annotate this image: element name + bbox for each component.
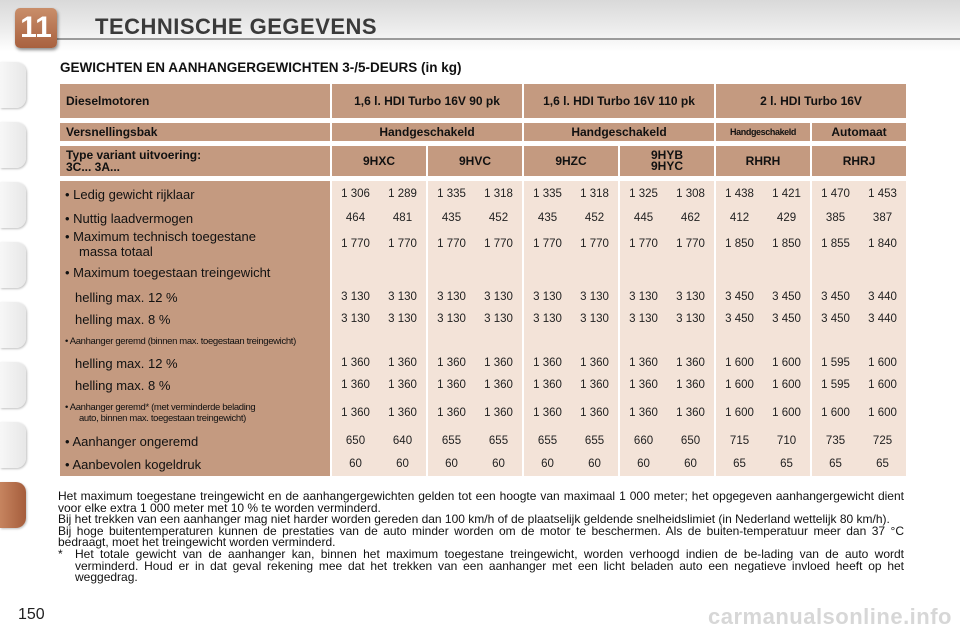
- engine-header-row: [60, 84, 960, 118]
- table-row: [60, 181, 960, 207]
- value-cell: [428, 181, 522, 207]
- value: 3 450: [772, 313, 801, 325]
- value: 3 440: [868, 313, 897, 325]
- row-label: [60, 259, 330, 286]
- value: 1 360: [437, 357, 466, 369]
- value: 1 360: [676, 379, 705, 391]
- value: 1 770: [341, 238, 370, 250]
- value-cell: [716, 430, 810, 452]
- side-tab-6[interactable]: [0, 362, 26, 408]
- row-label: [60, 330, 330, 352]
- value-cell: [332, 207, 426, 229]
- value: 435: [537, 212, 558, 224]
- value: 650: [680, 435, 701, 447]
- row-label-line: helling max. 12 %: [75, 289, 178, 305]
- value: 65: [876, 458, 889, 470]
- watermark: carmanualsonline.info: [708, 604, 952, 629]
- value: 3 130: [676, 291, 705, 303]
- row-label-line: helling max. 12 %: [75, 355, 178, 371]
- value: 3 450: [772, 291, 801, 303]
- value-cell: [332, 396, 426, 430]
- value-cell: [620, 207, 714, 229]
- value: 462: [680, 212, 701, 224]
- gearbox-label: Versnellingsbak: [60, 123, 330, 141]
- value: 1 600: [772, 379, 801, 391]
- gearbox-header-row: [60, 123, 960, 141]
- value: 1 360: [676, 407, 705, 419]
- value-cell: [620, 181, 714, 207]
- row-label: [60, 396, 330, 430]
- value: 1 421: [772, 188, 801, 200]
- value: 60: [349, 458, 362, 470]
- footnote-speed: Bij het trekken van een aanhanger mag niet harder worden gereden dan 100 km/h of de plaatselijk geldende snelheidslimiet (in Nederland wettelijk 80 km/h).: [58, 512, 890, 527]
- value-cell: [620, 330, 714, 352]
- value: 1 600: [868, 407, 897, 419]
- value: 655: [584, 435, 605, 447]
- value: 1 360: [629, 357, 658, 369]
- row-label-line: • Maximum toegestaan treingewicht: [65, 265, 271, 280]
- gearbox-2l-auto: Automaat: [812, 123, 906, 141]
- value-cell: [428, 308, 522, 330]
- value: 60: [445, 458, 458, 470]
- value: 1 360: [484, 379, 513, 391]
- value-cell: [524, 352, 618, 374]
- value: 3 450: [821, 313, 850, 325]
- value: 1 360: [676, 357, 705, 369]
- value: 452: [488, 212, 509, 224]
- value: 1 360: [533, 379, 562, 391]
- value-cell: [332, 181, 426, 207]
- section-title: GEWICHTEN EN AANHANGERGEWICHTEN 3-/5-DEURS (in kg): [60, 60, 462, 75]
- page-number: 150: [18, 606, 45, 623]
- row-label: [60, 229, 330, 259]
- value-cell: [332, 374, 426, 396]
- side-tab-chapter-11[interactable]: [0, 482, 26, 528]
- value-cell: [524, 396, 618, 430]
- value: 3 440: [868, 291, 897, 303]
- value: 1 770: [676, 238, 705, 250]
- type-9hyb: 9HYB: [651, 148, 684, 162]
- value: 60: [588, 458, 601, 470]
- value: 1 770: [484, 238, 513, 250]
- value: 1 360: [533, 357, 562, 369]
- table-row: [60, 207, 960, 229]
- value-cell: [812, 308, 906, 330]
- table-row: [60, 308, 960, 330]
- table-row: [60, 229, 960, 259]
- row-label: [60, 308, 330, 330]
- value: 3 130: [388, 313, 417, 325]
- value-cell: [620, 352, 714, 374]
- value-cell: [428, 229, 522, 259]
- row-label-line: • Maximum technisch toegestane: [65, 229, 256, 244]
- type-9hxc: 9HXC: [332, 146, 426, 176]
- value: 3 130: [484, 291, 513, 303]
- value-cell: [812, 229, 906, 259]
- value: 1 318: [484, 188, 513, 200]
- value: 3 130: [388, 291, 417, 303]
- value: 1 360: [341, 357, 370, 369]
- gearbox-110pk: Handgeschakeld: [524, 123, 714, 141]
- value-cell: [812, 259, 906, 286]
- value-cell: [812, 286, 906, 308]
- value-cell: [716, 229, 810, 259]
- value: 3 130: [629, 313, 658, 325]
- row-label-line: • Nuttig laadvermogen: [65, 210, 194, 226]
- type-label-line1: Type variant uitvoering:: [66, 148, 202, 162]
- value-cell: [332, 452, 426, 476]
- value-cell: [620, 259, 714, 286]
- value-cell: [428, 207, 522, 229]
- table-row: [60, 330, 960, 352]
- row-label-line: • Aanhanger ongeremd: [65, 433, 199, 449]
- value-cell: [524, 330, 618, 352]
- value: 3 130: [629, 291, 658, 303]
- side-tab-4[interactable]: [0, 242, 26, 288]
- value-cell: [524, 286, 618, 308]
- value-cell: [812, 396, 906, 430]
- value: 1 360: [629, 407, 658, 419]
- value: 1 600: [868, 357, 897, 369]
- footnote-altitude: Het maximum toegestane treingewicht en de aanhangergewichten gelden tot een hoogte van maximaal 1 000 meter; het opgegeven aanhangergewicht dient voor elke extra 1 000 meter met 10 % te worden verminderd.: [58, 489, 904, 515]
- value: 1 318: [580, 188, 609, 200]
- type-9hyb-9hyc: [620, 146, 714, 176]
- side-tab-3[interactable]: [0, 182, 26, 228]
- value: 1 360: [580, 379, 609, 391]
- value: 650: [345, 435, 366, 447]
- asterisk-mark: *: [58, 546, 63, 561]
- value-cell: [812, 330, 906, 352]
- value: 715: [729, 435, 750, 447]
- row-label-line: • Aanhanger geremd* (met verminderde belading: [65, 402, 256, 413]
- type-9hvc: 9HVC: [428, 146, 522, 176]
- value: 1 360: [388, 357, 417, 369]
- value: 1 360: [388, 379, 417, 391]
- value: 1 360: [388, 407, 417, 419]
- value: 387: [872, 212, 893, 224]
- value: 655: [488, 435, 509, 447]
- value-cell: [812, 181, 906, 207]
- value: 710: [776, 435, 797, 447]
- value: 725: [872, 435, 893, 447]
- value-cell: [620, 452, 714, 476]
- value: 655: [537, 435, 558, 447]
- value: 1 600: [725, 407, 754, 419]
- value: 1 360: [580, 407, 609, 419]
- value-cell: [332, 229, 426, 259]
- value: 65: [733, 458, 746, 470]
- value-cell: [428, 352, 522, 374]
- value: 1 600: [772, 407, 801, 419]
- value: 1 850: [772, 238, 801, 250]
- value-cell: [332, 259, 426, 286]
- value: 3 130: [341, 313, 370, 325]
- row-label-line: massa totaal: [79, 244, 153, 259]
- engine-2l: 2 l. HDI Turbo 16V: [716, 84, 906, 118]
- value: 412: [729, 212, 750, 224]
- value-cell: [716, 259, 810, 286]
- type-rhrj: RHRJ: [812, 146, 906, 176]
- value: 60: [396, 458, 409, 470]
- row-label: [60, 352, 330, 374]
- value-cell: [716, 452, 810, 476]
- page-title: TECHNISCHE GEGEVENS: [95, 14, 378, 39]
- row-label-line: auto, binnen max. toegestaan treingewicht): [79, 413, 246, 424]
- value: 1 360: [437, 407, 466, 419]
- type-label: [60, 146, 330, 176]
- value: 735: [825, 435, 846, 447]
- value: 1 600: [725, 379, 754, 391]
- value: 1 360: [533, 407, 562, 419]
- engine-label: Dieselmotoren: [60, 84, 330, 118]
- value: 1 770: [580, 238, 609, 250]
- value: 1 770: [629, 238, 658, 250]
- value: 3 130: [533, 313, 562, 325]
- value: 1 360: [484, 407, 513, 419]
- value-cell: [716, 286, 810, 308]
- value: 1 600: [725, 357, 754, 369]
- table-row: [60, 374, 960, 396]
- value-cell: [332, 286, 426, 308]
- value-cell: [332, 330, 426, 352]
- row-label: [60, 374, 330, 396]
- value-cell: [812, 430, 906, 452]
- value: 3 130: [580, 313, 609, 325]
- value: 3 450: [725, 313, 754, 325]
- value: 1 600: [821, 407, 850, 419]
- value-cell: [428, 396, 522, 430]
- value: 1 308: [676, 188, 705, 200]
- value-cell: [428, 259, 522, 286]
- value: 445: [633, 212, 654, 224]
- value-cell: [716, 374, 810, 396]
- value: 3 130: [437, 291, 466, 303]
- value-cell: [428, 430, 522, 452]
- value-cell: [620, 286, 714, 308]
- value: 1 470: [821, 188, 850, 200]
- value-cell: [524, 181, 618, 207]
- value: 1 360: [437, 379, 466, 391]
- side-tab-7[interactable]: [0, 422, 26, 468]
- footnote-asterisk: [58, 546, 904, 585]
- footnote-asterisk-text: Het totale gewicht van de aanhanger kan, binnen het maximum toegestane treingewicht, worden verhoogd indien de be-lading van de auto wordt verminderd. Houd er in dat geval rekening mee dat het trekken van een aanhanger met een licht beladen auto een negatieve invloed heeft op het weggedrag.: [75, 546, 904, 585]
- side-tab-2[interactable]: [0, 122, 26, 168]
- table-row: [60, 259, 960, 286]
- value: 429: [776, 212, 797, 224]
- value-cell: [524, 308, 618, 330]
- value-cell: [332, 430, 426, 452]
- value-cell: [524, 259, 618, 286]
- value: 1 360: [629, 379, 658, 391]
- value: 60: [684, 458, 697, 470]
- gearbox-2l-manual: Handgeschakeld: [716, 123, 810, 141]
- value-cell: [620, 229, 714, 259]
- footnote-temperature: Bij hoge buitentemperaturen kunnen de prestaties van de auto minder worden om de motor te beschermen. Als de buiten-temperatuur meer dan 37 °C bedraagt, moet het treingewicht worden verminderd.: [58, 523, 904, 550]
- value-cell: [812, 207, 906, 229]
- value: 1 306: [341, 188, 370, 200]
- value: 3 450: [821, 291, 850, 303]
- row-label: [60, 207, 330, 229]
- value: 655: [441, 435, 462, 447]
- value-cell: [428, 286, 522, 308]
- value: 1 595: [821, 357, 850, 369]
- value: 1 600: [868, 379, 897, 391]
- value: 1 770: [437, 238, 466, 250]
- value: 452: [584, 212, 605, 224]
- row-label: [60, 181, 330, 207]
- row-label-line: • Aanbevolen kogeldruk: [65, 456, 202, 472]
- footnotes: [58, 491, 904, 584]
- value-cell: [428, 452, 522, 476]
- gearbox-90pk: Handgeschakeld: [332, 123, 522, 141]
- engine-90pk: 1,6 l. HDI Turbo 16V 90 pk: [332, 84, 522, 118]
- table-row: [60, 286, 960, 308]
- value-cell: [812, 452, 906, 476]
- value: 1 360: [484, 357, 513, 369]
- value: 60: [637, 458, 650, 470]
- row-label: [60, 452, 330, 476]
- row-label-line: • Aanhanger geremd (binnen max. toegestaan treingewicht): [65, 335, 296, 347]
- value-cell: [716, 308, 810, 330]
- value-cell: [332, 308, 426, 330]
- value: 464: [345, 212, 366, 224]
- value: 1 335: [437, 188, 466, 200]
- value-cell: [428, 374, 522, 396]
- table-row: [60, 430, 960, 452]
- table-row: [60, 352, 960, 374]
- value: 1 770: [533, 238, 562, 250]
- value-cell: [716, 181, 810, 207]
- engine-110pk: 1,6 l. HDI Turbo 16V 110 pk: [524, 84, 714, 118]
- value-cell: [620, 430, 714, 452]
- value: 65: [780, 458, 793, 470]
- value: 1 360: [580, 357, 609, 369]
- value-cell: [332, 352, 426, 374]
- value-cell: [716, 352, 810, 374]
- value: 385: [825, 212, 846, 224]
- value-cell: [620, 308, 714, 330]
- type-label-line2: 3C... 3A...: [66, 160, 121, 174]
- value: 3 130: [580, 291, 609, 303]
- value: 1 770: [388, 238, 417, 250]
- value-cell: [428, 330, 522, 352]
- value: 3 130: [533, 291, 562, 303]
- value: 435: [441, 212, 462, 224]
- type-9hyc: 9HYC: [651, 159, 684, 173]
- weights-table: [58, 84, 960, 476]
- value: 1 453: [868, 188, 897, 200]
- value: 1 595: [821, 379, 850, 391]
- value: 1 289: [388, 188, 417, 200]
- side-tab-strip: [0, 62, 30, 542]
- value: 3 130: [676, 313, 705, 325]
- value: 60: [492, 458, 505, 470]
- value: 1 335: [533, 188, 562, 200]
- value-cell: [524, 374, 618, 396]
- row-label: [60, 430, 330, 452]
- value-cell: [524, 229, 618, 259]
- value: 1 855: [821, 238, 850, 250]
- table-row: [60, 396, 960, 430]
- value-cell: [716, 207, 810, 229]
- value-cell: [716, 396, 810, 430]
- value: 60: [541, 458, 554, 470]
- type-rhrh: RHRH: [716, 146, 810, 176]
- value: 65: [829, 458, 842, 470]
- table-row: [60, 452, 960, 476]
- value-cell: [620, 374, 714, 396]
- value: 3 130: [341, 291, 370, 303]
- value: 660: [633, 435, 654, 447]
- value: 1 325: [629, 188, 658, 200]
- value: 1 850: [725, 238, 754, 250]
- value: 1 438: [725, 188, 754, 200]
- value: 640: [392, 435, 413, 447]
- value: 3 130: [437, 313, 466, 325]
- value: 1 360: [341, 407, 370, 419]
- type-9hzc: 9HZC: [524, 146, 618, 176]
- value: 1 600: [772, 357, 801, 369]
- value: 1 360: [341, 379, 370, 391]
- chapter-badge: 11: [15, 8, 57, 48]
- row-label: [60, 286, 330, 308]
- value-cell: [524, 452, 618, 476]
- value-cell: [524, 207, 618, 229]
- type-header-row: [60, 146, 960, 176]
- row-label-line: helling max. 8 %: [75, 377, 171, 393]
- value-cell: [716, 330, 810, 352]
- value-cell: [812, 352, 906, 374]
- value: 481: [392, 212, 413, 224]
- value-cell: [620, 396, 714, 430]
- row-label-line: • Ledig gewicht rijklaar: [65, 186, 195, 202]
- row-label-line: helling max. 8 %: [75, 311, 171, 327]
- value: 3 450: [725, 291, 754, 303]
- value: 3 130: [484, 313, 513, 325]
- side-tab-1[interactable]: [0, 62, 26, 108]
- value-cell: [524, 430, 618, 452]
- value-cell: [812, 374, 906, 396]
- value: 1 840: [868, 238, 897, 250]
- side-tab-5[interactable]: [0, 302, 26, 348]
